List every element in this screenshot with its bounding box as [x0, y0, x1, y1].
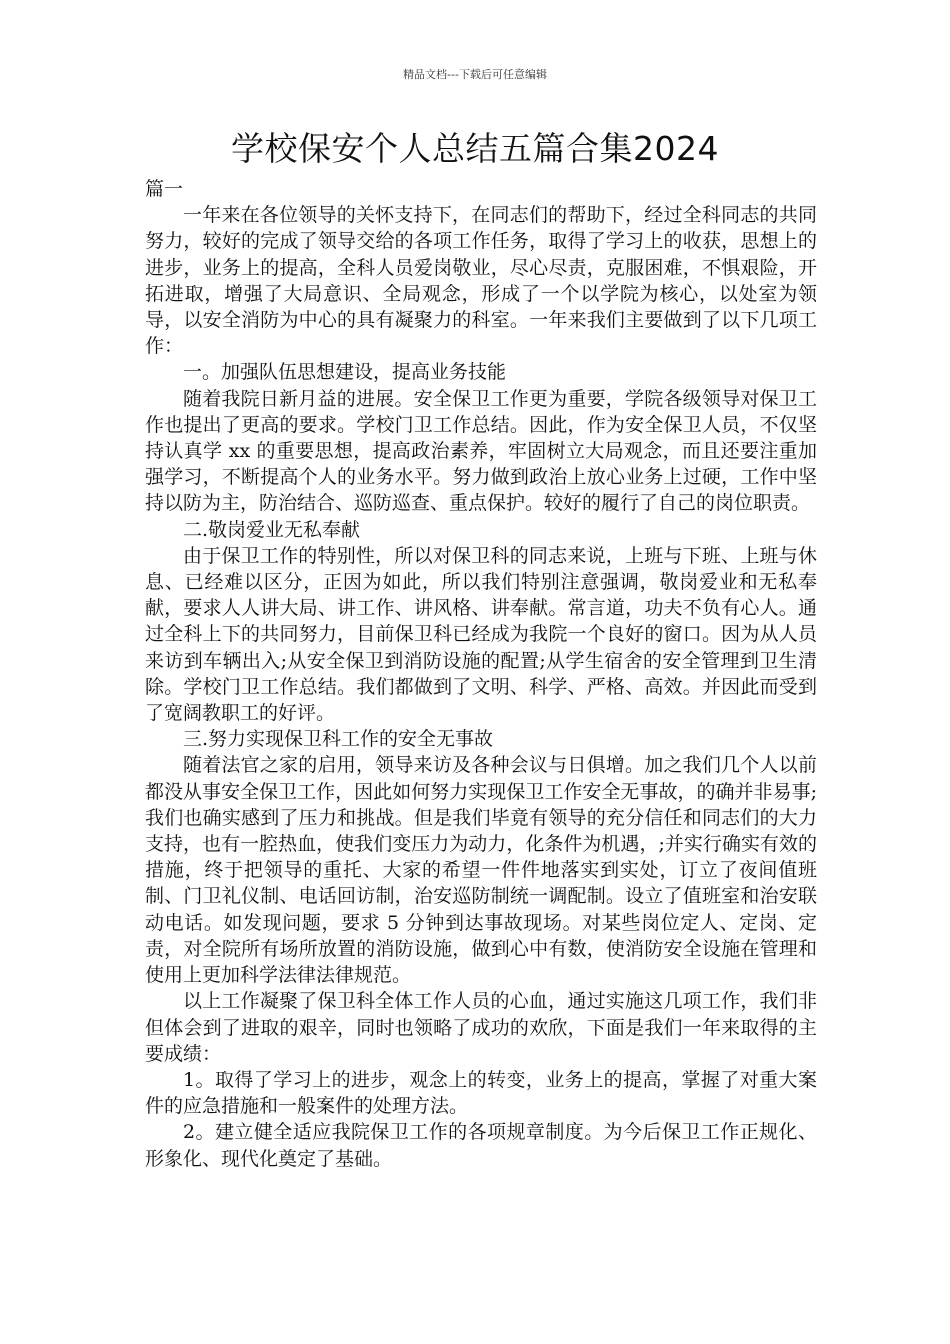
paragraph-intro: 一年来在各位领导的关怀支持下，在同志们的帮助下，经过全科同志的共同努力，较好的完成了领导交给的各项工作任务，取得了学习上的收获，思想上的进步，业务上的提高，全科人员爱岗敬业，尽心尽责，克服困难，不惧艰险，开拓进取，增强了大局意识、全局观念，形成了一个以学院为核心，以处室为领导，以安全消防为中心的具有凝聚力的科室。一年来我们主要做到了以下几项工作：	[145, 204, 817, 358]
page-header-note: 精品文档---下载后可任意编辑	[403, 68, 547, 81]
section-label: 篇一	[145, 178, 184, 200]
heading-item-2: 二.敬岗爱业无私奉献	[183, 518, 361, 541]
achievement-item-2: 2。建立健全适应我院保卫工作的各项规章制度。为今后保卫工作正规化、形象化、现代化奠定了基础。	[145, 1121, 817, 1170]
heading-item-3: 三.努力实现保卫科工作的安全无事故	[183, 728, 494, 751]
achievement-item-1: 1。取得了学习上的进步，观念上的转变，业务上的提高，掌握了对重大案件的应急措施和一般案件的处理方法。	[145, 1068, 817, 1118]
paragraph-summary: 以上工作凝聚了保卫科全体工作人员的心血，通过实施这几项工作，我们非但体会到了进取的艰辛，同时也领略了成功的欢欣，下面是我们一年来取得的主要成绩：	[145, 990, 817, 1065]
document-title: 学校保安个人总结五篇合集2024	[231, 129, 719, 168]
paragraph-item-1: 随着我院日新月益的进展。安全保卫工作更为重要，学院各级领导对保卫工作也提出了更高的要求。学校门卫工作总结。因此，作为安全保卫人员，不仅坚持认真学 xx 的重要思想，提高政治素养，牢固树立大局观念，而且还要注重加强学习，不断提高个人的业务水平。努力做到政治上放心业务上过硬，工作中坚持以防为主，防治结合、巡防巡查、重点保护。较好的履行了自己的岗位职责。	[145, 387, 817, 515]
paragraph-item-2: 由于保卫工作的特别性，所以对保卫科的同志来说，上班与下班、上班与休息、已经难以区分，正因为如此，所以我们特别注意强调，敬岗爱业和无私奉献，要求人人讲大局、讲工作、讲风格、讲奉献。常言道，功夫不负有心人。通过全科上下的共同努力，目前保卫科已经成为我院一个良好的窗口。因为从人员来访到车辆出入;从安全保卫到消防设施的配置;从学生宿舍的安全管理到卫生清除。学校门卫工作总结。我们都做到了文明、科学、严格、高效。并因此而受到了宽阔教职工的好评。	[145, 544, 817, 725]
paragraph-item-3: 随着法官之家的启用，领导来访及各种会议与日俱增。加之我们几个人以前都没从事安全保卫工作，因此如何努力实现保卫工作安全无事故，的确并非易事;我们也确实感到了压力和挑战。但是我们毕竟有领导的充分信任和同志们的大力支持，也有一腔热血，使我们变压力为动力，化条件为机遇，;并实行确实有效的措施，终于把领导的重托、大家的希望一件件地落实到实处，订立了夜间值班制、门卫礼仪制、电话回访制，治安巡防制统一调配制。设立了值班室和治安联动电话。如发现问题，要求 5 分钟到达事故现场。对某些岗位定人、定岗、定责，对全院所有场所放置的消防设施，做到心中有数，使消防安全设施在管理和使用上更加科学法律法律规范。	[145, 754, 817, 987]
document-body	[145, 176, 817, 1172]
heading-item-1: 一。加强队伍思想建设，提高业务技能	[183, 361, 507, 384]
